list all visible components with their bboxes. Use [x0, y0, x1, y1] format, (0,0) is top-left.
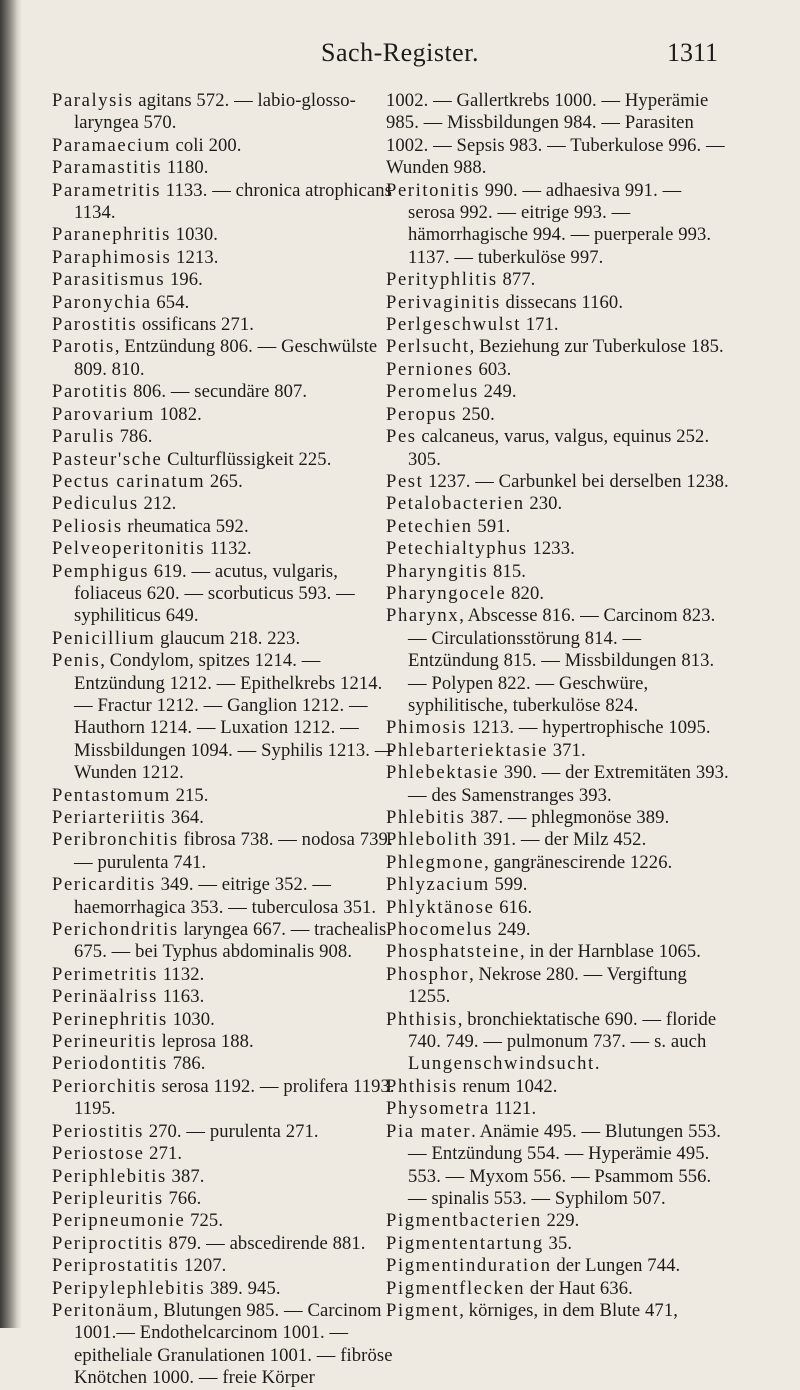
index-term: Peripneumonie	[52, 1210, 186, 1232]
index-term: Phosphor	[386, 963, 470, 985]
index-term: Peripleuritis	[52, 1187, 164, 1209]
index-term: Paramastitis	[52, 157, 163, 179]
index-term: Penicillium	[52, 627, 156, 649]
index-references: , gangränescirende 1226.	[484, 851, 673, 873]
index-references: 877.	[497, 269, 536, 291]
index-term: Pigmententartung	[386, 1232, 544, 1254]
index-entry	[386, 1255, 731, 1277]
index-entry	[386, 1300, 731, 1322]
index-term: Peritonitis	[386, 179, 481, 201]
index-entry	[386, 1076, 731, 1098]
index-references: 654.	[151, 291, 190, 313]
index-references: 786.	[114, 426, 153, 448]
index-references: 879. — abscedirende 881.	[163, 1232, 366, 1254]
index-references: 250.	[457, 403, 495, 425]
index-entry	[52, 986, 397, 1008]
index-entry	[386, 336, 731, 358]
index-term: Paramaecium	[52, 134, 171, 156]
index-entry	[52, 1255, 397, 1277]
index-references: leprosa 188.	[156, 1031, 254, 1053]
index-entry	[386, 605, 731, 717]
index-references: laryngea 667. — trachealis 675. — bei Typhus abdominalis 908.	[74, 919, 387, 963]
index-term: Peropus	[386, 403, 458, 425]
index-term: Peripylephlebitis	[52, 1277, 206, 1299]
index-entry	[52, 247, 397, 269]
index-references: dissecans 1160.	[500, 291, 624, 313]
index-entry	[386, 1210, 731, 1232]
index-references: 364.	[166, 807, 204, 828]
index-entry	[52, 157, 397, 179]
index-entry	[386, 471, 731, 493]
index-references: der Lungen 744.	[551, 1255, 681, 1277]
index-references: Culturflüssigkeit 225.	[162, 448, 332, 470]
index-references: 230.	[524, 493, 563, 515]
index-references: 599.	[489, 874, 528, 896]
index-term: Petalobacterien	[386, 493, 525, 515]
index-references: 387. — phlegmonöse 389.	[465, 807, 670, 828]
index-term: Parostitis	[52, 314, 138, 336]
index-references: 270. — purulenta 271.	[143, 1120, 319, 1142]
index-references: 1002. — Gallertkrebs 1000. — Hyperämie 985. — Missbildungen 984. — Parasiten 1002. — Sepsis 983. — Tuberkulose 996. — Wunden 988.	[386, 90, 725, 179]
index-references: 249.	[492, 919, 531, 941]
index-entry	[386, 829, 731, 851]
index-entry	[52, 135, 397, 157]
index-term: Phlegmone	[386, 851, 485, 873]
index-entry	[52, 449, 397, 471]
index-references: 1030.	[170, 224, 219, 246]
index-references: 1133. — chronica atrophicans 1134.	[74, 179, 392, 224]
index-entry	[52, 807, 397, 829]
index-term: Parotitis	[52, 381, 129, 403]
index-entry	[386, 516, 731, 538]
index-references: 271.	[144, 1143, 183, 1165]
index-entry	[386, 269, 731, 291]
index-entry	[386, 740, 731, 762]
index-entry	[52, 314, 397, 336]
index-term: Pharyngocele	[386, 582, 507, 604]
index-entry	[52, 180, 397, 225]
index-term: Phocomelus	[386, 919, 493, 941]
index-term: Pasteur'sche	[52, 448, 163, 470]
index-entry	[52, 1053, 397, 1075]
index-term: Pediculus	[52, 493, 139, 515]
index-references: 389. 945.	[205, 1277, 281, 1299]
index-entry	[386, 807, 731, 829]
index-references: rheumatica 592.	[122, 515, 249, 537]
cross-reference-term: Lungenschwindsucht	[408, 1053, 595, 1075]
index-entry	[386, 583, 731, 605]
index-entry	[52, 269, 397, 291]
index-entry	[386, 941, 731, 963]
page-header	[0, 38, 800, 68]
index-references: , Abscesse 816. — Carcinom 823. — Circulationsstörung 814. — Entzündung 815. — Missbildungen 813. — Polypen 822. — Geschwüre, syphilitische, tuberkulöse 824.	[408, 605, 716, 716]
index-entry	[52, 829, 397, 874]
cross-reference-tail: .	[594, 1053, 600, 1075]
index-term: Pigmentbacterien	[386, 1210, 542, 1232]
index-entry	[52, 1188, 397, 1210]
index-entry	[52, 1076, 397, 1121]
index-entry	[52, 1031, 397, 1053]
index-term: Periorchitis	[52, 1075, 157, 1097]
index-references: 603.	[473, 358, 512, 380]
index-entry	[386, 762, 731, 807]
index-references: 215.	[170, 784, 209, 806]
index-column-right	[386, 90, 731, 1322]
index-entry	[52, 650, 397, 784]
index-references: 212.	[138, 493, 177, 515]
index-references: 766.	[163, 1187, 202, 1209]
index-term: Petechialtyphus	[386, 538, 528, 560]
index-references: 1180.	[162, 157, 209, 179]
index-references: 820.	[506, 582, 545, 604]
index-references: 265.	[205, 470, 243, 492]
index-entry	[52, 426, 397, 448]
index-term: Phlyzacium	[386, 874, 490, 896]
index-entry	[52, 628, 397, 650]
index-term: Perivaginitis	[386, 291, 501, 313]
index-entry	[386, 717, 731, 739]
index-references: . Anämie 495. — Blutungen 553. — Entzündung 554. — Hyperämie 495. 553. — Myxom 556. — Psammom 556. — spinalis 553. — Syphilom 507.	[408, 1120, 722, 1209]
index-references: 1163.	[157, 986, 205, 1008]
index-term: Phlebitis	[386, 807, 466, 828]
index-term: Periproctitis	[52, 1232, 164, 1254]
index-entry	[386, 292, 731, 314]
index-entry	[52, 1166, 397, 1188]
index-term: Parasitismus	[52, 269, 166, 291]
index-term: Pigment	[386, 1299, 460, 1321]
index-entry	[386, 919, 731, 941]
index-entry	[52, 1143, 397, 1165]
index-term: Phimosis	[386, 717, 468, 739]
index-term: Pentastomum	[52, 784, 171, 806]
index-references: der Haut 636.	[525, 1277, 633, 1299]
index-references: 1207.	[179, 1255, 227, 1277]
index-term: Periostitis	[52, 1120, 144, 1142]
index-entry	[386, 359, 731, 381]
index-entry	[386, 852, 731, 874]
index-entry	[52, 874, 397, 919]
index-term: Pectus carinatum	[52, 470, 206, 492]
page-number: 1311	[666, 38, 718, 67]
index-entry	[386, 493, 731, 515]
index-references: 35.	[543, 1232, 573, 1254]
index-term: Penis	[52, 650, 101, 672]
index-term: Perinephritis	[52, 1008, 168, 1030]
index-entry	[386, 1233, 731, 1255]
index-references: , Nekrose 280. — Vergiftung 1255.	[408, 963, 687, 1008]
book-binding-shadow	[0, 0, 22, 1328]
index-references: 387.	[166, 1165, 205, 1187]
index-entry	[386, 426, 731, 471]
index-references: , Blutungen 985. — Carcinom 1001.— Endothelcarcinom 1001. — epitheliale Granulationen 1001. — fibröse Knötchen 1000. — freie Körper	[74, 1299, 393, 1389]
index-references: 786.	[167, 1053, 206, 1075]
index-references: 391. — der Milz 452.	[478, 829, 647, 851]
index-references: 390. — der Extremitäten 393. — des Samenstranges 393.	[408, 762, 729, 806]
index-references: , körniges, in dem Blute 471,	[459, 1299, 678, 1321]
index-term: Phlyktänose	[386, 896, 495, 918]
index-term: Pemphigus	[52, 560, 150, 582]
index-references: 229.	[541, 1210, 580, 1232]
index-entry	[52, 336, 397, 381]
index-references: 1132.	[205, 538, 252, 560]
index-references: 1233.	[527, 538, 575, 560]
index-references: 1237. — Carbunkel bei derselben 1238.	[423, 470, 729, 492]
index-entry	[52, 471, 397, 493]
index-entry	[52, 561, 397, 628]
index-entry	[386, 897, 731, 919]
index-entry	[52, 1278, 397, 1300]
index-references: calcaneus, varus, valgus, equinus 252. 305.	[408, 426, 710, 470]
index-references: glaucum 218. 223.	[155, 627, 301, 649]
index-entry	[52, 90, 397, 135]
index-entry	[386, 381, 731, 403]
index-term: Perinäalriss	[52, 986, 158, 1008]
index-references: serosa 1192. — prolifera 1193. 1195.	[74, 1075, 395, 1120]
index-entry	[52, 493, 397, 515]
index-entry	[386, 1009, 731, 1076]
index-term: Parulis	[52, 426, 115, 448]
index-references: , Beziehung zur Tuberkulose 185.	[469, 336, 724, 358]
index-references: 815.	[488, 560, 526, 582]
index-references: 1082.	[154, 403, 202, 425]
index-term: Pharyngitis	[386, 560, 489, 582]
index-entry	[52, 1300, 397, 1390]
index-references: agitans 572. — labio-glosso-laryngea 570.	[74, 90, 356, 134]
index-column-left	[52, 90, 397, 1390]
index-entry	[52, 785, 397, 807]
index-term: Pigmentflecken	[386, 1277, 526, 1299]
index-references: 249.	[478, 381, 517, 403]
index-term: Perlgeschwulst	[386, 314, 521, 336]
index-references: 1213. — hypertrophische 1095.	[467, 717, 711, 739]
index-references: 1030.	[167, 1008, 215, 1030]
index-term: Physometra	[386, 1098, 490, 1120]
index-entry	[52, 516, 397, 538]
index-references: , in der Harnblase 1065.	[519, 941, 702, 963]
index-term: Pest	[386, 470, 424, 492]
index-entry	[52, 381, 397, 403]
index-term: Paronychia	[52, 291, 152, 313]
index-references: 619. — acutus, vulgaris, foliaceus 620. — scorbuticus 593. — syphiliticus 649.	[74, 560, 355, 627]
index-entry	[52, 292, 397, 314]
index-term: Pigmentinduration	[386, 1255, 552, 1277]
index-references: 196.	[165, 269, 203, 291]
index-term: Periarteriitis	[52, 807, 167, 828]
index-term: Parotis	[52, 336, 115, 358]
index-entry	[52, 224, 397, 246]
index-term: Parametritis	[52, 179, 162, 201]
index-term: Pharynx	[386, 605, 460, 627]
index-term: Periostose	[52, 1143, 145, 1165]
index-entry	[52, 1121, 397, 1143]
index-term: Parovarium	[52, 403, 155, 425]
index-term: Pia mater	[386, 1120, 472, 1142]
index-term: Periphlebitis	[52, 1165, 167, 1187]
index-entry	[52, 919, 397, 964]
index-term: Paranephritis	[52, 224, 171, 246]
index-entry	[386, 561, 731, 583]
index-references: 806. — secundäre 807.	[128, 381, 308, 403]
index-references: 725.	[185, 1210, 224, 1232]
index-entry	[52, 1210, 397, 1232]
index-term: Peribronchitis	[52, 829, 179, 851]
index-references: , Entzündung 806. — Geschwülste 809. 810.	[74, 336, 378, 380]
index-term: Paralysis	[52, 90, 134, 111]
index-references: 171.	[520, 314, 559, 336]
index-entry	[52, 964, 397, 986]
index-references: 990. — adhaesiva 991. — serosa 992. — eitrige 993. — hämorrhagische 994. — puerperale 993. 1137. — tuberkulöse 997.	[408, 179, 712, 268]
index-entry	[52, 538, 397, 560]
index-entry	[52, 1009, 397, 1031]
index-references: 1132.	[157, 963, 205, 985]
index-term: Peliosis	[52, 515, 123, 537]
index-references: 1213.	[171, 246, 219, 268]
index-term: Periodontitis	[52, 1053, 168, 1075]
index-term: Perityphlitis	[386, 269, 498, 291]
index-entry	[386, 874, 731, 896]
index-term: Phthisis	[386, 1008, 458, 1030]
index-entry	[52, 1233, 397, 1255]
index-references: 1121.	[489, 1098, 537, 1120]
index-term: Perlsucht	[386, 336, 470, 358]
index-term: Petechien	[386, 515, 473, 537]
index-term: Paraphimosis	[52, 246, 172, 268]
index-term: Pericarditis	[52, 874, 156, 896]
index-references: 349. — eitrige 352. — haemorrhagica 353. — tuberculosa 351.	[74, 874, 377, 918]
index-term: Perineuritis	[52, 1031, 157, 1053]
index-references: fibrosa 738. — nodosa 739. — purulenta 741.	[74, 829, 393, 873]
index-term: Peromelus	[386, 381, 479, 403]
index-term: Pes	[386, 426, 417, 448]
index-entry	[386, 1278, 731, 1300]
index-entry	[52, 404, 397, 426]
index-term: Perniones	[386, 358, 474, 380]
index-entry	[386, 180, 731, 270]
index-term: Pelveoperitonitis	[52, 538, 206, 560]
index-term: Phlebolith	[386, 829, 479, 851]
index-references: 591.	[472, 515, 511, 537]
running-title: Sach-Register.	[321, 38, 479, 67]
index-references: , Condylom, spitzes 1214. — Entzündung 1212. — Epithelkrebs 1214. — Fractur 1212. — Ganglion 1212. — Hauthorn 1214. — Luxation 1212. — Missbildungen 1094. — Syphilis 1213. — Wunden 1212.	[74, 650, 394, 784]
index-entry	[386, 1098, 731, 1120]
index-term: Peritonäum	[52, 1299, 154, 1321]
index-references: 371.	[548, 739, 586, 761]
index-references: , bronchiektatische 690. — floride 740. 749. — pulmonum 737. — s. auch	[408, 1008, 717, 1053]
index-entry	[386, 1121, 731, 1211]
index-entry	[386, 964, 731, 1009]
index-term: Perimetritis	[52, 963, 158, 985]
index-term: Phosphatsteine	[386, 941, 520, 963]
index-entry	[386, 90, 731, 180]
index-references: coli 200.	[170, 134, 242, 156]
index-term: Perichondritis	[52, 919, 179, 941]
index-entry	[386, 538, 731, 560]
index-term: Phlebektasie	[386, 762, 500, 784]
index-references: renum 1042.	[457, 1075, 558, 1097]
index-term: Periprostatitis	[52, 1255, 180, 1277]
index-references: ossificans 271.	[137, 314, 254, 336]
index-entry	[386, 404, 731, 426]
index-term: Phlebarteriektasie	[386, 739, 548, 761]
index-references: 616.	[494, 896, 533, 918]
index-term: Phthisis	[386, 1075, 458, 1097]
index-entry	[386, 314, 731, 336]
